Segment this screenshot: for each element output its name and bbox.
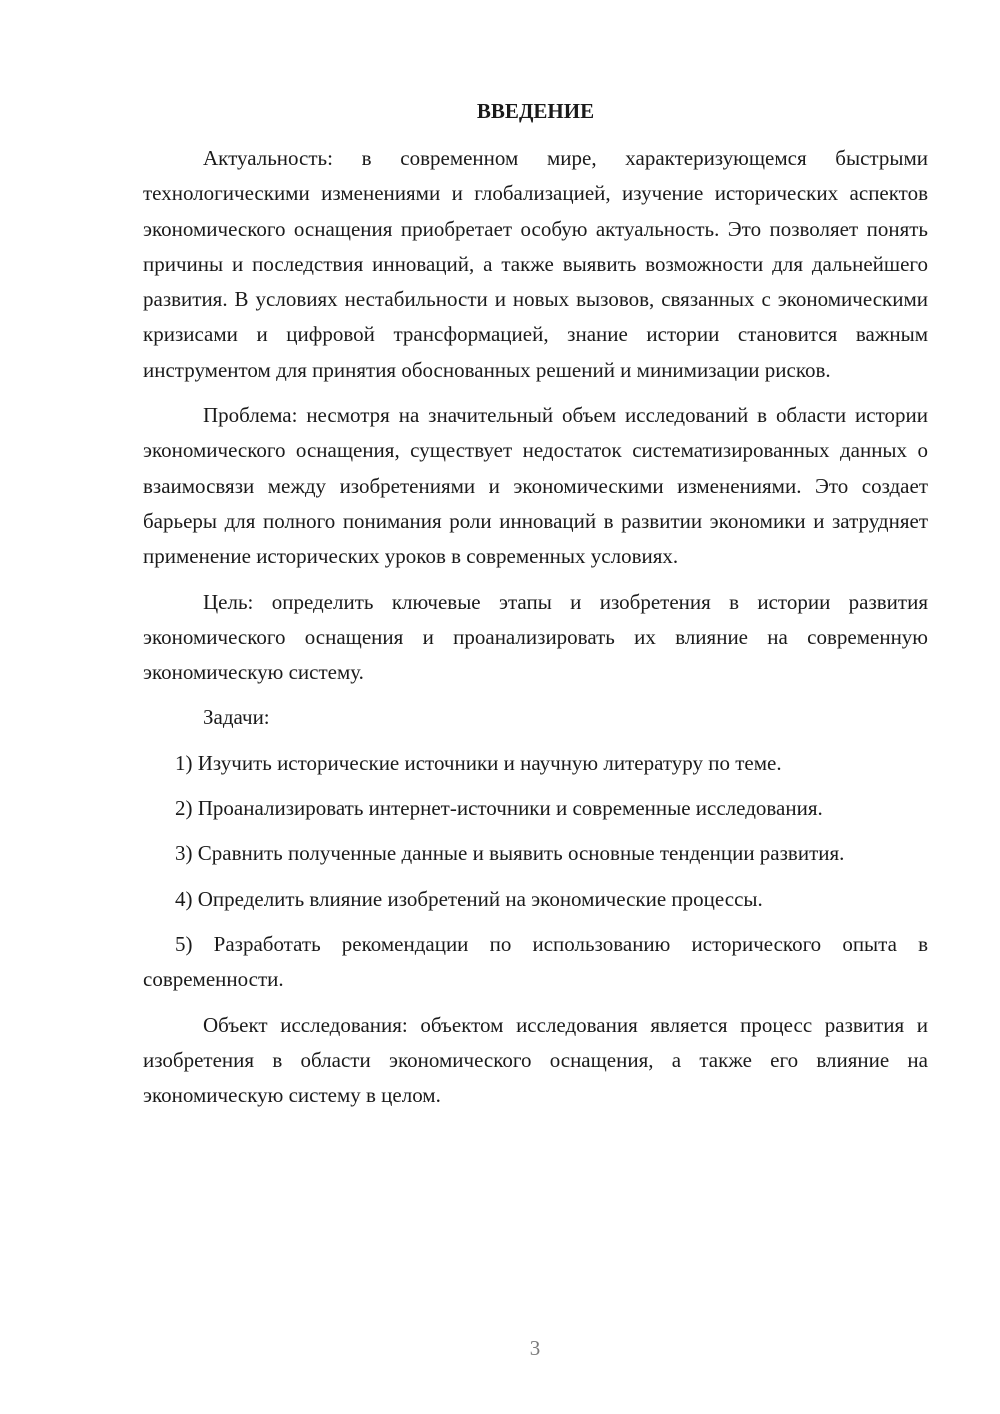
page-title: ВВЕДЕНИЕ	[476, 99, 595, 123]
task-item-1: 1) Изучить исторические источники и научную литературу по теме.	[175, 750, 782, 775]
paragraph-object: Объект исследования: объектом исследования является процесс развития и изобретения в области экономического оснащения, а также его влияние на экономическую систему в целом.	[143, 1012, 928, 1108]
task-item-4: 4) Определить влияние изобретений на экономические процессы.	[175, 886, 763, 911]
paragraph-relevance: Актуальность: в современном мире, характеризующемся быстрыми технологическими изменениями и глобализацией, изучение исторических аспектов экономического оснащения приобретает особую актуальность. Это позволяет понять причины и последствия инноваций, а также выявить возможности для дальнейшего развития. В условиях нестабильности и новых вызовов, связанных с экономическими кризисами и цифровой трансформацией, знание истории становится важным инструментом для принятия обоснованных решений и минимизации рисков.	[143, 146, 928, 382]
tasks-heading: Задачи:	[203, 705, 270, 730]
document-page	[143, 94, 928, 1113]
paragraph-goal: Цель: определить ключевые этапы и изобретения в истории развития экономического оснащения и проанализировать их влияние на современную экономическую систему.	[143, 589, 928, 685]
task-item-3: 3) Сравнить полученные данные и выявить основные тенденции развития.	[175, 841, 845, 866]
task-item-2: 2) Проанализировать интернет-источники и современные исследования.	[175, 796, 823, 821]
paragraph-problem: Проблема: несмотря на значительный объем исследований в области истории экономического оснащения, существует недостаток систематизированных данных о взаимосвязи между изобретениями и экономическими изменениями. Это создает барьеры для полного понимания роли инноваций в развитии экономики и затрудняет применение исторических уроков в современных условиях.	[143, 403, 928, 569]
task-item-5: 5) Разработать рекомендации по использованию исторического опыта в современности.	[143, 931, 928, 992]
page-number: 3	[529, 1336, 541, 1360]
